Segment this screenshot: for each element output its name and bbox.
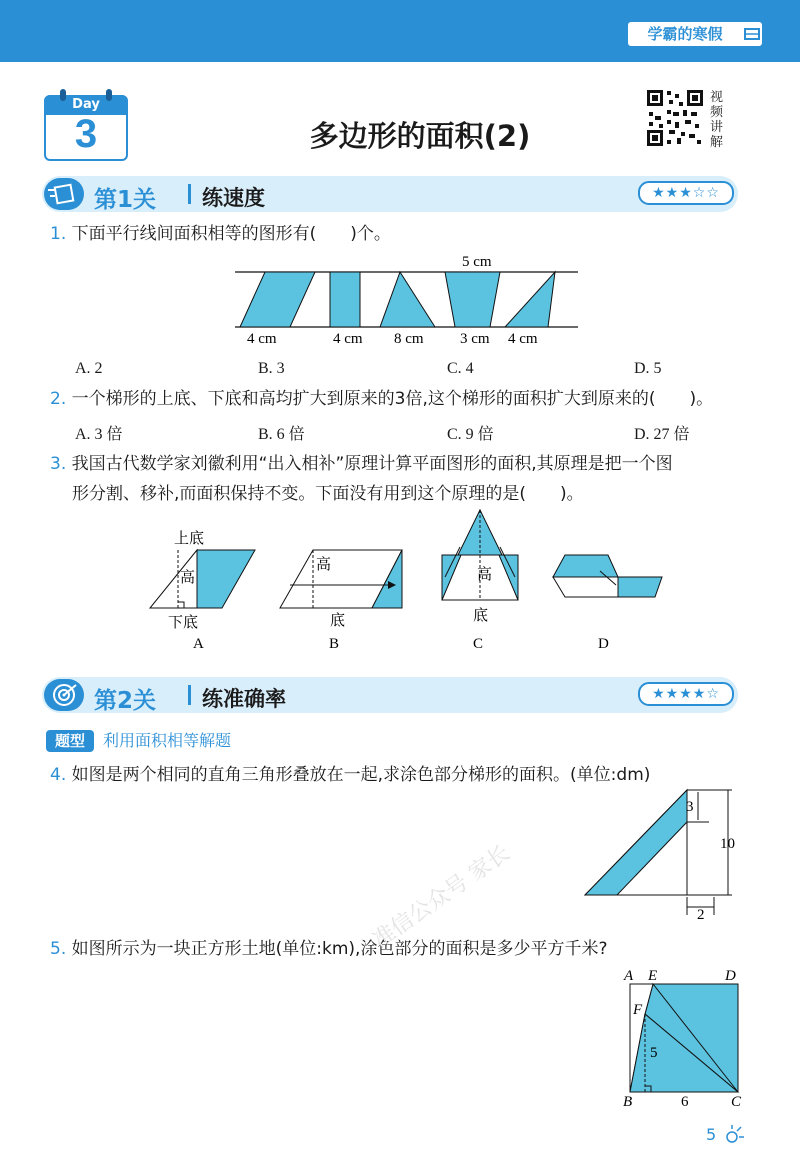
q5-label-c: C <box>731 1094 742 1110</box>
q4-label-2: 2 <box>697 907 705 923</box>
q3-option-a[interactable]: A <box>193 636 204 652</box>
calendar-ring-icon <box>106 89 112 101</box>
q3-option-d[interactable]: D <box>598 636 609 652</box>
topic-text: 利用面积相等解题 <box>103 731 232 750</box>
question-5 <box>50 934 607 964</box>
q1-option-c[interactable]: C. 4 <box>447 360 474 377</box>
q1-option-a[interactable]: A. 2 <box>75 360 103 377</box>
question-text: 下面平行线间面积相等的图形有( )个。 <box>71 224 391 244</box>
q1-bottom-label: 3 cm <box>460 331 490 347</box>
page-title: 多边形的面积(2) <box>309 119 531 153</box>
day-number: 3 <box>74 112 98 156</box>
watermark: 准信公众号 家长 <box>368 840 515 954</box>
difficulty-stars: ★★★☆☆ <box>638 181 734 205</box>
fig-a-height: 高 <box>180 570 196 586</box>
q1-option-b[interactable]: B. 3 <box>258 360 285 377</box>
difficulty-stars: ★★★★☆ <box>638 682 734 706</box>
question-text: 如图所示为一块正方形土地(单位:km),涂色部分的面积是多少平方千米? <box>71 939 608 959</box>
q4-label-3: 3 <box>686 799 694 815</box>
q1-bottom-label: 4 cm <box>333 331 363 347</box>
fig-a-top-base: 上底 <box>174 531 205 547</box>
q1-option-d[interactable]: D. 5 <box>634 360 662 377</box>
question-number: 1. <box>50 224 67 244</box>
q5-label-d: D <box>725 968 736 984</box>
section-2-subtitle: 练准确率 <box>202 687 286 711</box>
fig-b-height: 高 <box>316 557 332 573</box>
question-number: 3. <box>50 454 67 474</box>
section-1-subtitle: 练速度 <box>202 186 265 210</box>
question-text: 我国古代数学家刘徽利用“出入相补”原理计算平面图形的面积,其原理是把一个图 <box>71 454 673 474</box>
q1-bottom-label: 4 cm <box>247 331 277 347</box>
calendar-ring-icon <box>60 89 66 101</box>
page-number: 5 <box>706 1125 717 1144</box>
target-icon <box>44 679 84 711</box>
sun-icon <box>724 1125 746 1149</box>
question-text: 形分割、移补,而面积保持不变。下面没有用到这个原理的是( )。 <box>72 484 584 504</box>
question-2 <box>50 384 713 414</box>
q5-label-6: 6 <box>681 1094 689 1110</box>
q5-figure <box>615 964 755 1114</box>
q4-figure <box>580 785 760 925</box>
section-1-title: 第1关 <box>94 187 157 213</box>
q1-figure <box>230 250 590 350</box>
fig-b-base: 底 <box>330 613 346 629</box>
q2-option-b[interactable]: B. 6 倍 <box>258 426 305 443</box>
q1-bottom-label: 8 cm <box>394 331 424 347</box>
question-number: 5. <box>50 939 67 959</box>
q5-label-f: F <box>633 1002 643 1018</box>
q5-label-5: 5 <box>650 1045 658 1061</box>
question-text: 如图是两个相同的直角三角形叠放在一起,求涂色部分梯形的面积。(单位:dm) <box>71 765 651 785</box>
question-1 <box>50 219 391 249</box>
q5-label-e: E <box>648 968 658 984</box>
topic-tag: 题型 <box>46 730 94 752</box>
q2-option-d[interactable]: D. 27 倍 <box>634 426 690 443</box>
q5-label-b: B <box>623 1094 633 1110</box>
question-4 <box>50 760 650 790</box>
speed-icon <box>44 178 84 210</box>
q3-figures <box>140 505 680 655</box>
q5-label-a: A <box>624 968 634 984</box>
qr-code-icon[interactable] <box>645 88 705 148</box>
section-divider <box>188 685 191 705</box>
day-label: Day <box>44 95 128 115</box>
q1-top-label: 5 cm <box>462 254 492 270</box>
q3-option-c[interactable]: C <box>473 636 484 652</box>
fig-c-base: 底 <box>473 608 489 624</box>
book-icon <box>742 22 762 46</box>
question-3 <box>50 449 770 509</box>
q2-option-c[interactable]: C. 9 倍 <box>447 426 494 443</box>
q3-option-b[interactable]: B <box>329 636 340 652</box>
section-2-title: 第2关 <box>94 688 157 714</box>
book-title: 学霸的寒假 <box>628 22 742 46</box>
q1-bottom-label: 4 cm <box>508 331 538 347</box>
fig-c-height: 高 <box>477 567 493 583</box>
fig-a-bottom-base: 下底 <box>168 615 199 631</box>
question-number: 4. <box>50 765 67 785</box>
q2-option-a[interactable]: A. 3 倍 <box>75 426 123 443</box>
q4-label-10: 10 <box>720 836 735 852</box>
question-text: 一个梯形的上底、下底和高均扩大到原来的3倍,这个梯形的面积扩大到原来的( )。 <box>71 389 714 409</box>
section-divider <box>188 184 191 204</box>
question-number: 2. <box>50 389 67 409</box>
qr-label: 视频讲解 <box>710 90 724 150</box>
